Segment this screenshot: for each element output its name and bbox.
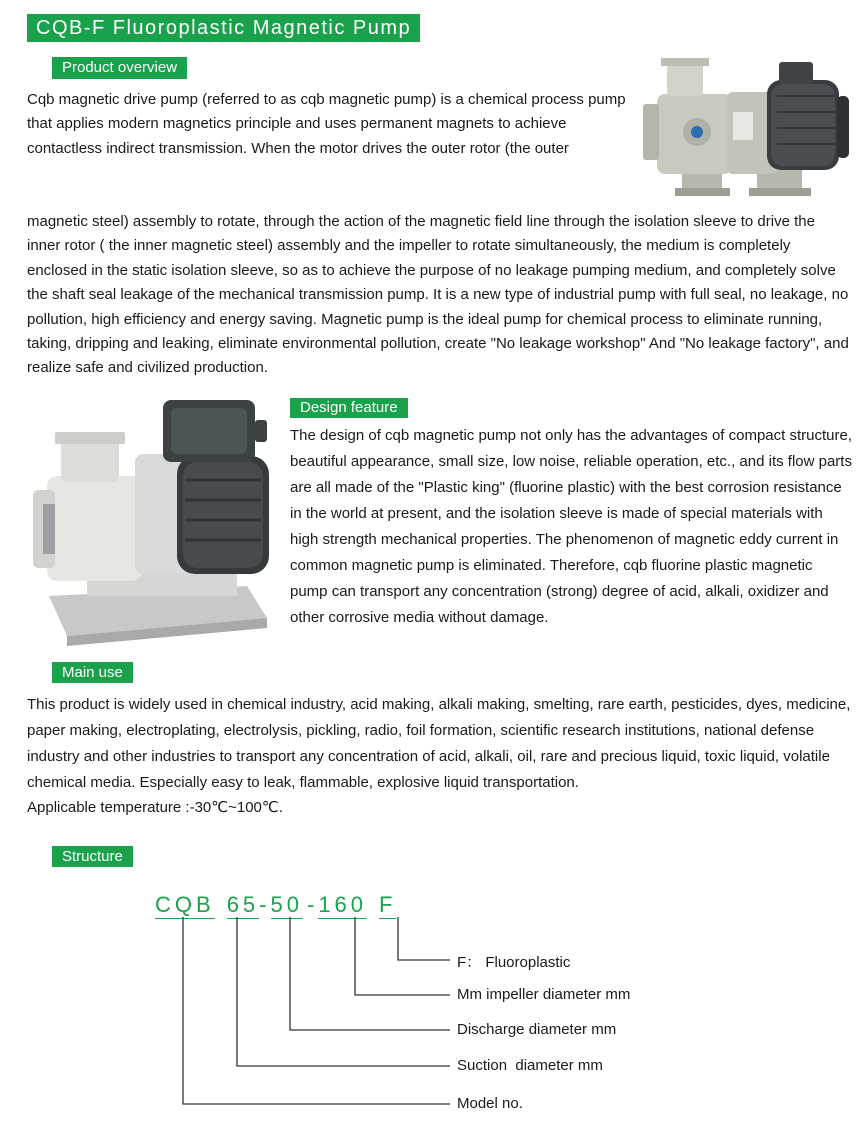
label-discharge: Discharge diameter mm bbox=[457, 1021, 617, 1038]
code-material: F bbox=[379, 892, 397, 917]
code-separator: - bbox=[259, 892, 271, 917]
structure-heading: Structure bbox=[52, 846, 133, 867]
label-impeller: Mm impeller diameter mm bbox=[457, 986, 631, 1003]
overview-heading: Product overview bbox=[52, 57, 187, 79]
model-code bbox=[155, 892, 396, 919]
code-discharge: 50 bbox=[270, 892, 303, 917]
label-model: Model no. bbox=[457, 1095, 523, 1112]
page-title: CQB-F Fluoroplastic Magnetic Pump bbox=[27, 14, 420, 42]
magnetic-pump-photo bbox=[637, 52, 852, 204]
design-heading: Design feature bbox=[290, 398, 408, 418]
overview-text-part2: magnetic steel) assembly to rotate, through the action of the magnetic field line through the isolation sleeve to drive the inner rotor ( the inner magnetic steel) assembly and the impeller to rotate simultaneously, the medium is completely enclosed in the static isolation sleeve, so as to achieve the purpose of no leakage pumping medium, and completely solve the shaft seal leakage of the mechanical transmission pump. It is a new type of industrial pump with full seal, no leakage, no pollution, high efficiency and energy saving. Magnetic pump is the ideal pump for chemical process to eliminate running, taking, dripping and leaking, eliminate environmental pollution, create "No leakage workshop" And "No leakage factory", and realize safe and civilized production. bbox=[27, 213, 849, 377]
code-separator: - bbox=[306, 892, 319, 917]
design-text: The design of cqb magnetic pump not only has the advantages of compact structure, beautiful appearance, small size, low noise, reliable operation, etc., and its flow parts are all made of the "Plastic king" (fluorine plastic) with the best corrosion resistance in the world at present, and the isolation sleeve is made of special materials with high strength mechanical properties. The phenomenon of magnetic eddy current in common magnetic pump is eliminated. Therefore, cqb fluorine plastic magnetic pump can transport any concentration (strong) degree of acid, alkali, oxidizer and other corrosive media without damage. bbox=[290, 427, 852, 626]
code-impeller: 160 bbox=[318, 892, 368, 917]
label-material: F： Fluoroplastic bbox=[457, 954, 571, 971]
fluoroplastic-pump-photo bbox=[27, 396, 282, 648]
main-use-heading: Main use bbox=[52, 662, 133, 683]
code-model: CQB bbox=[155, 892, 215, 917]
label-suction: Suction diameter mm bbox=[457, 1057, 603, 1074]
overview-text-part1: Cqb magnetic drive pump (referred to as cqb magnetic pump) is a chemical process pump that applies modern magnetics principle and uses permanent magnets to achieve contactless indirect transmission. When the motor drives the outer rotor (the outer bbox=[27, 91, 626, 157]
main-use-text: This product is widely used in chemical industry, acid making, alkali making, smelting, rare earth, pesticides, dyes, medicine, paper making, electroplating, electrolysis, pickling, radio, foil formation, scientific research institutions, national defense industry and other industries to transport any concentration of acid, alkali, oil, rare and precious liquid, toxic liquid, volatile chemical media. Especially easy to leak, flammable, explosive liquid transportation. bbox=[27, 696, 851, 791]
temperature-text: Applicable temperature :-30℃~100℃. bbox=[27, 799, 283, 816]
code-suction: 65 bbox=[226, 892, 260, 917]
